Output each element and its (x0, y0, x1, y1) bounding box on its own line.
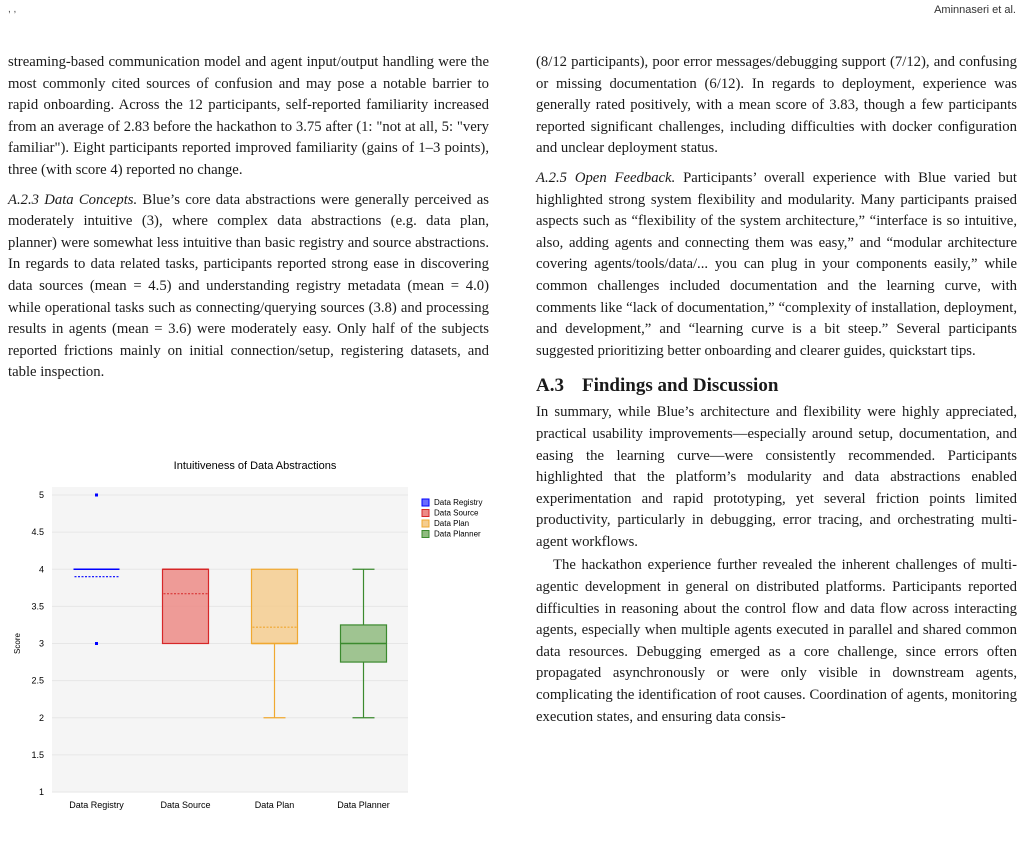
y-tick-label: 1.5 (31, 749, 44, 760)
legend-entry: Data Registry (434, 498, 483, 507)
legend-entry: Data Planner (434, 529, 481, 539)
y-tick-label: 1 (38, 787, 44, 797)
outlier-point (95, 642, 98, 645)
legend-swatch (422, 510, 429, 517)
y-tick-label: 4 (38, 564, 44, 575)
y-tick-label: 4.5 (31, 527, 44, 538)
section-number: A.3 (536, 375, 564, 397)
data-concepts-text: Blue’s core data abstractions were generally perceived as moderately intuitive (3), where complex data abstractions (e.g. data plan, planner) were somewhat less intuitive than basic registry and source abstractions. In regards to data related tasks, participants reported strong ease in discovering data sources (mean = 4.5) and understanding registry metadata (mean = 4.0) while operational tasks such as connecting/querying sources (3.8) and processing results in agents (mean = 3.6) were moderately easy. Only half of the subjects reported frictions mainly on initial connection/setup, registering datasets, and table inspection. (8, 191, 489, 381)
running-header-left: , , (8, 4, 17, 15)
legend-swatch (422, 499, 429, 506)
legend-entry: Data Plan (434, 519, 470, 528)
open-feedback-text: Participants’ overall experience with Blue varied but highlighted strong system flexibility and modularity. Many participants praised aspects such as “flexibility of the system architecture,” “interface is so intuitive, also, adding agents and connecting them was easy,” and “modular architecture covering agents/tools/data/... you can plug in your components easily,” while common challenges included documentation and the learning curve, with comments like “lack of documentation,” “complexity of installation, deployment, and development,” and “learning curve is a bit steep.” Several participants suggested prioritizing better onboarding and clearer guides, quickstart tips. (536, 169, 1017, 359)
y-tick-label: 3 (38, 638, 44, 649)
running-header-authors: Aminnaseri et al. (934, 4, 1016, 16)
y-tick-label: 2.5 (31, 675, 44, 686)
chart-title: Intuitiveness of Data Abstractions (173, 460, 337, 472)
paragraph-summary: In summary, while Blue’s architecture and flexibility were highly appreciated, practical usability improvements—especially around setup, documentation, and easing the learning curve—were consistently recommended. Participants highlighted that the platform’s modularity and data abstractions enabled experimentation and rapid prototyping, yet several friction points limited productivity, particularly in debugging, error tracing, and orchestrating multi-agent workflows. (536, 404, 1017, 550)
box-data-plan (252, 569, 298, 643)
paragraph-open-feedback (536, 168, 1017, 362)
x-tick-label: Data Plan (254, 800, 295, 810)
left-column (8, 52, 489, 384)
x-tick-label: Data Planner (337, 800, 390, 810)
legend-swatch (422, 531, 429, 538)
x-tick-label: Data Source (160, 800, 211, 810)
box-plot-chart (8, 454, 497, 844)
y-tick-label: 5 (38, 490, 44, 500)
x-tick-label: Data Registry (69, 800, 124, 810)
y-tick-label: 3.5 (31, 601, 44, 612)
box-plot-figure (8, 454, 497, 844)
subsection-label-a23: A.2.3 Data Concepts. (8, 191, 138, 208)
box-data-source (163, 569, 209, 643)
right-column (536, 52, 1017, 728)
paragraph-data-concepts (8, 190, 489, 384)
y-tick-label: 2 (38, 712, 44, 723)
legend-swatch (422, 520, 429, 527)
section-heading-a3 (536, 374, 1017, 398)
section-title: Findings and Discussion (581, 375, 779, 397)
paragraph-deployment: (8/12 participants), poor error messages/debugging support (7/12), and confusing or missing documentation (6/12). In regards to deployment, experience was generally rated positively, with a mean score of 3.83, though a few participants reported significant challenges, including difficulties with docker configuration and unclear deployment status. (536, 54, 1017, 157)
subsection-label-a25: A.2.5 Open Feedback. (536, 169, 676, 186)
y-axis-label: Score (13, 633, 22, 654)
paragraph-familiarity: streaming-based communication model and agent input/output handling were the most commonly cited sources of confusion and may pose a notable barrier to rapid onboarding. Across the 12 participants, self-reported familiarity increased from an average of 2.83 before the hackathon to 3.75 after (1: "not at all, 5: "very familiar"). Eight participants reported improved familiarity (gains of 1–3 points), three (with score 4) reported no change. (8, 54, 489, 178)
paragraph-hackathon: The hackathon experience further revealed the inherent challenges of multi-agentic development in general on distributed platforms. Participants reported difficulties in reasoning about the control flow and data flow across interacting agents, especially when multiple agents executed in parallel and shared common data resources. Debugging emerged as a core challenge, since errors often propagated asynchronously or were only visible in downstream agents, complicating the identification of root causes. Coordination of agents, monitoring execution states, and ensuring data consis- (536, 557, 1017, 725)
legend-entry: Data Source (434, 508, 479, 518)
outlier-point (95, 494, 98, 497)
